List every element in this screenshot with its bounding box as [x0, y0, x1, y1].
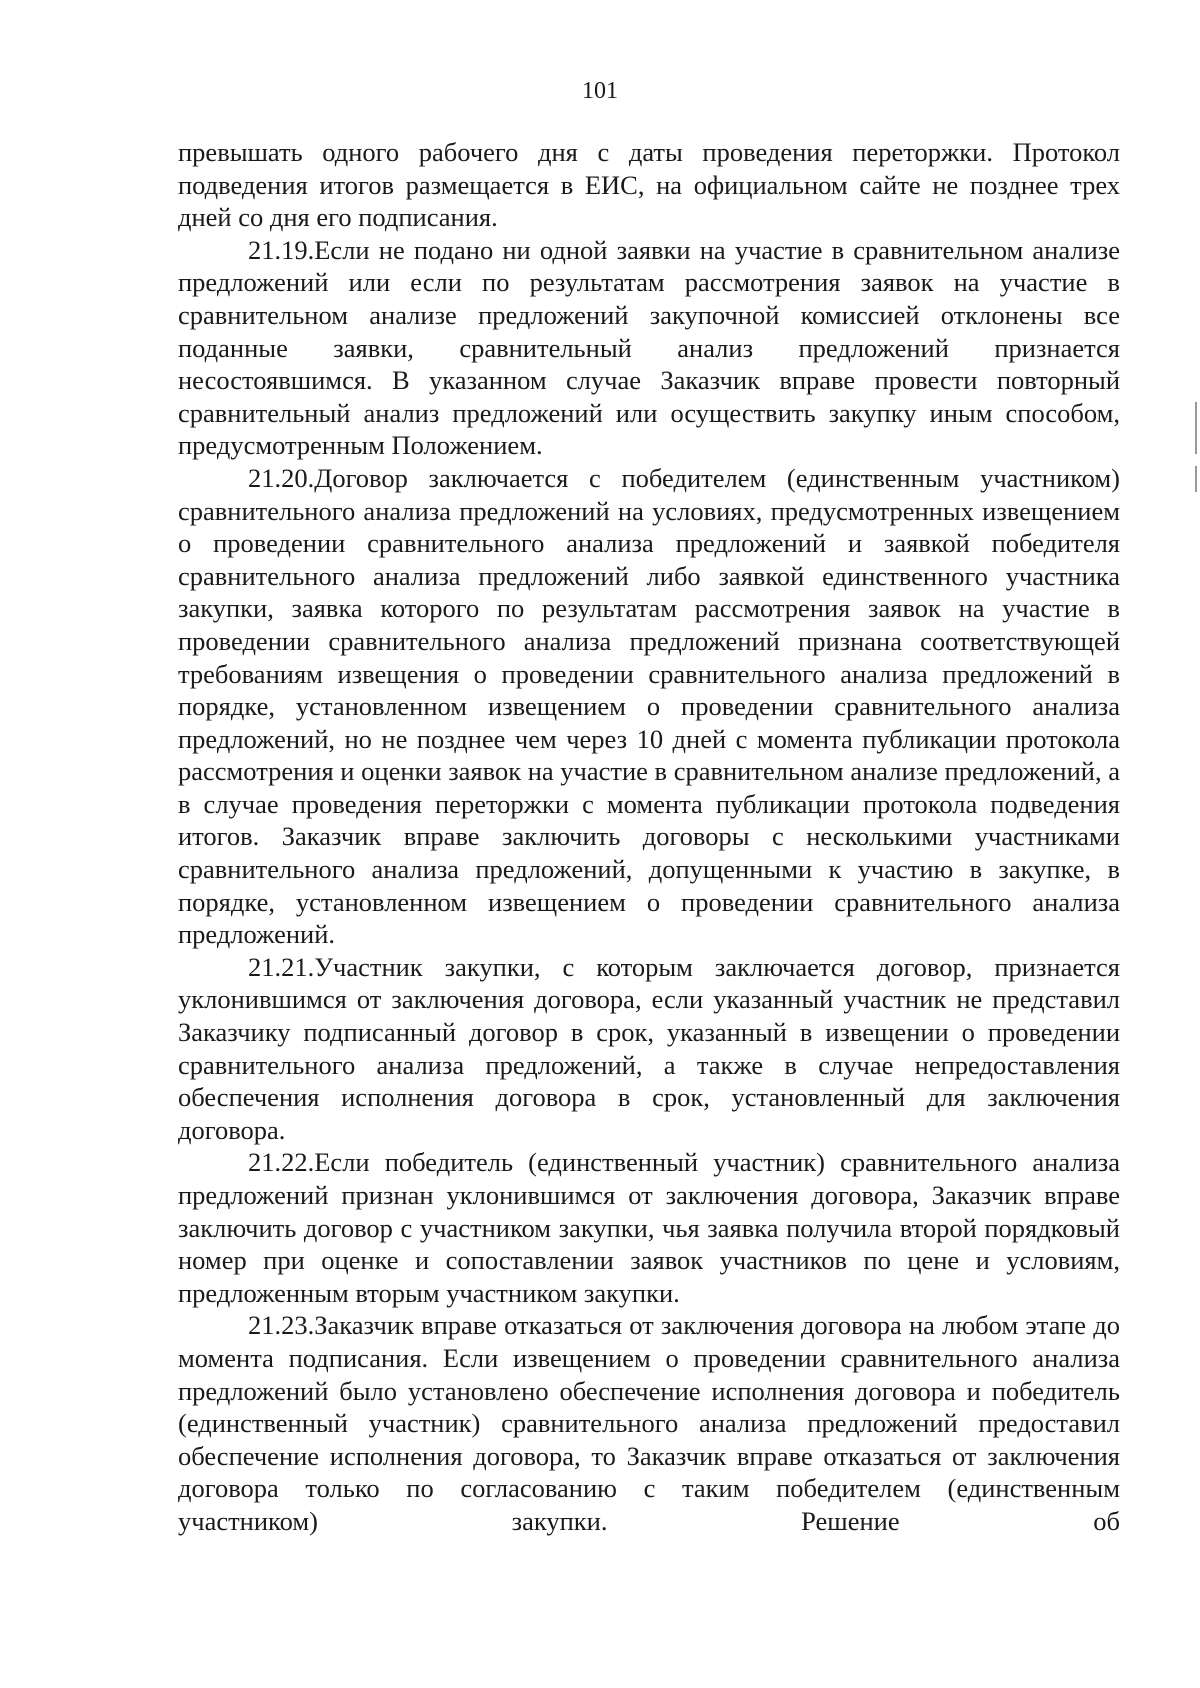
- paragraph-21-21: 21.21.Участник закупки, с которым заключается договор, признается уклонившимся от заключения договора, если указанный участник не представил Заказчику подписанный договор в срок, указанный в извещении о проведении сравнительного анализа предложений, а также в случае непредоставления обеспечения исполнения договора в срок, установленный для заключения договора.: [178, 951, 1120, 1145]
- paragraph-21-22: 21.22.Если победитель (единственный участник) сравнительного анализа предложений признан уклонившимся от заключения договора, Заказчик вправе заключить договор с участником закупки, чья заявка получила второй порядковый номер при оценке и сопоставлении заявок участников по цене и условиям, предложенным вторым участником закупки.: [178, 1147, 1120, 1308]
- scan-edge-mark: [1195, 402, 1197, 454]
- scan-edge-mark: [1195, 466, 1197, 492]
- paragraph-21-20: 21.20.Договор заключается с победителем (единственным участником) сравнительного анализа предложений на условиях, предусмотренных извещением о проведении сравнительного анализа предложений и заявкой победителя сравнительного анализа предложений либо заявкой единственного участника закупки, заявка которого по результатам рассмотрения заявок на участие в проведении сравнительного анализа предложений признана соответствующей требованиям извещения о проведении сравнительного анализа предложений в порядке, установленном извещением о проведении сравнительного анализа предложений, но не позднее чем через 10 дней с момента публикации протокола рассмотрения и оценки заявок на участие в сравнительном анализе предложений, а в случае проведения переторжки с момента публикации протокола подведения итогов. Заказчик вправе заключить договоры с несколькими участниками сравнительного анализа предложений, допущенными к участию в закупке, в порядке, установленном извещением о проведении сравнительного анализа предложений.: [178, 462, 1120, 950]
- paragraph-continuation: превышать одного рабочего дня с даты проведения переторжки. Протокол подведения итогов размещается в ЕИС, на официальном сайте не позднее трех дней со дня его подписания.: [178, 137, 1120, 233]
- paragraph-21-19: 21.19.Если не подано ни одной заявки на участие в сравнительном анализе предложений или если по результатам рассмотрения заявок на участие в сравнительном анализе предложений закупочной комиссией отклонены все поданные заявки, сравнительный анализ предложений признается несостоявшимся. В указанном случае Заказчик вправе провести повторный сравнительный анализ предложений или осуществить закупку иным способом, предусмотренным Положением.: [178, 234, 1120, 461]
- page-number: 101: [582, 78, 618, 104]
- paragraph-21-23: 21.23.Заказчик вправе отказаться от заключения договора на любом этапе до момента подписания. Если извещением о проведении сравнительного анализа предложений было установлено обеспечение исполнения договора и победитель (единственный участник) сравнительного анализа предложений предоставил обеспечение исполнения договора, то Заказчик вправе отказаться от заключения договора только по согласованию с таким победителем (единственным участником) закупки. Решение об: [178, 1310, 1120, 1536]
- document-body: [178, 136, 1120, 1538]
